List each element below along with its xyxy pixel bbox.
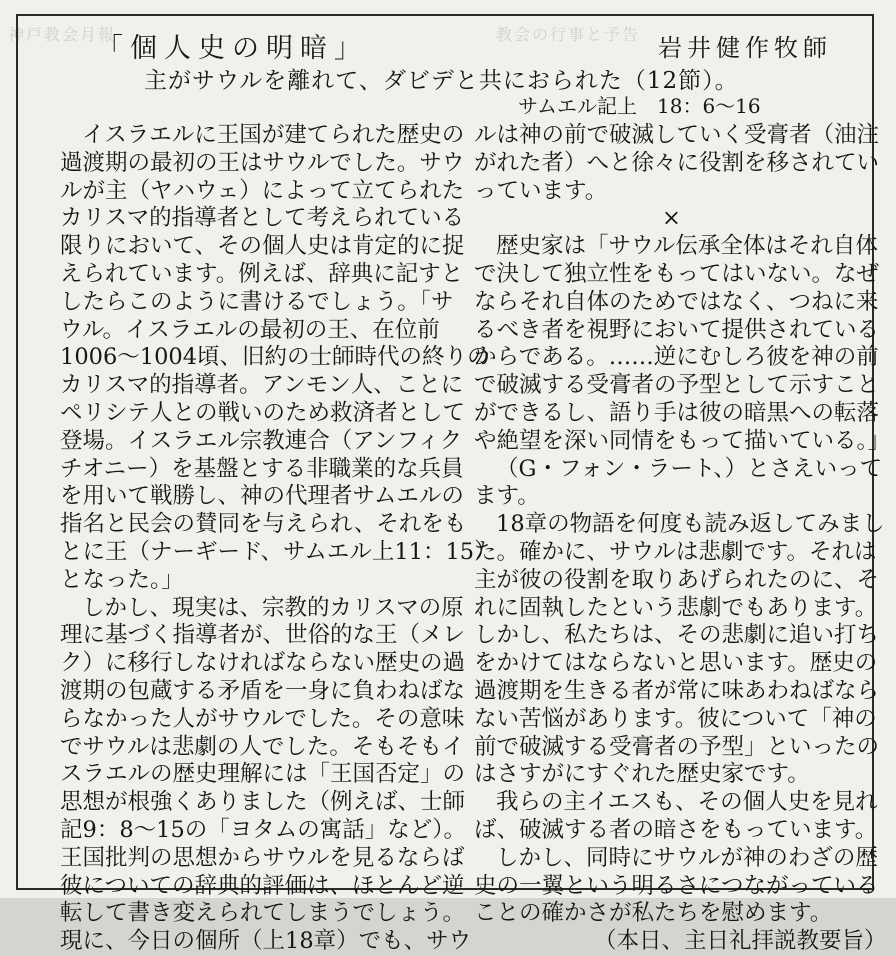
text-line: カリスマ的指導者。アンモン人、ことに bbox=[60, 372, 464, 399]
article-title: 「個人史の明暗」 bbox=[96, 33, 368, 64]
text-line: で破滅する受膏者の予型として示すこと bbox=[474, 372, 880, 399]
text-line: 1006〜1004頃、旧約の士師時代の終りの bbox=[60, 344, 490, 371]
text-line: ます。 bbox=[474, 483, 540, 510]
text-line: 過渡期の最初の王はサウルでした。サウ bbox=[60, 149, 465, 176]
left-column bbox=[60, 122, 497, 956]
text-line: 王国批判の思想からサウルを見るならば bbox=[60, 844, 465, 871]
bleed-through-text-right: 教会の行事と予告 bbox=[496, 25, 641, 44]
text-line: しかし、私たちは、その悲劇に追い打ち bbox=[474, 622, 880, 649]
text-line: ペリシテ人との戦いのため救済者として bbox=[60, 399, 466, 426]
text-line: らなかった人がサウルでした。その意味 bbox=[60, 705, 465, 732]
scripture-reference: サムエル記上 18：6〜16 bbox=[518, 94, 761, 118]
sermon-note: （本日、主日礼拝説教要旨） bbox=[594, 928, 887, 955]
text-line: ない苦悩があります。彼について「神の bbox=[474, 705, 877, 732]
text-line: 史の一翼という明るさにつながっている bbox=[474, 872, 879, 899]
text-line: れに固執したという悲劇でもあります。 bbox=[474, 594, 878, 621]
article-author: 岩井健作牧師 bbox=[658, 34, 832, 62]
text-line: 思想が根強くありました（例えば、士師 bbox=[60, 789, 466, 816]
text-line: ウル。イスラエルの最初の王、在位前 bbox=[60, 316, 440, 343]
text-line: 転して書き変えられてしまうでしょう。 bbox=[60, 900, 466, 927]
bleed-through-text-left: 神戸教会月報 bbox=[8, 25, 117, 44]
text-line: た。確かに、サウルは悲劇です。それは bbox=[474, 538, 877, 565]
text-line: 歴史家は「サウル伝承全体はそれ自体 bbox=[496, 233, 878, 260]
text-line: したらこのように書けるでしょう。「サ bbox=[60, 288, 454, 315]
scripture-verse: 主がサウルを離れて、ダビデと共におられた（12節）。 bbox=[144, 68, 739, 94]
text-line: ク）に移行しなければならない歴史の過 bbox=[60, 650, 466, 677]
text-line: 我らの主イエスも、その個人史を見れ bbox=[496, 789, 878, 816]
text-line: となった。」 bbox=[60, 566, 184, 593]
text-line: で決して独立性をもってはいない。なぜ bbox=[474, 260, 880, 287]
text-line: 前で破滅する受膏者の予型」といったの bbox=[474, 733, 880, 760]
text-line: 指名と民会の賛同を与えられ、それをも bbox=[60, 511, 467, 538]
text-line: や絶望を深い同情をもって描いている。」 bbox=[474, 427, 891, 454]
text-line: 過渡期を生きる者が常に味あわねばなら bbox=[474, 677, 880, 704]
text-line: はさすがにすぐれた歴史家です。 bbox=[474, 761, 810, 788]
text-line: カリスマ的指導者として考えられている bbox=[60, 205, 465, 232]
text-line: るべき者を視野において提供されている bbox=[474, 316, 880, 343]
text-line: からである。……逆にむしろ彼を神の前 bbox=[474, 344, 879, 371]
text-line: 現に、今日の個所（上18章）でも、サウ bbox=[60, 928, 472, 955]
text-line: 理に基づく指導者が、世俗的な王（メレ bbox=[60, 622, 466, 649]
text-line: イスラエルに王国が建てられた歴史の bbox=[82, 122, 465, 148]
text-line: チオニー）を基盤とする非職業的な兵員 bbox=[60, 455, 464, 482]
text-line: スラエルの歴史理解には「王国否定」の bbox=[60, 761, 466, 788]
text-line: しかし、同時にサウルが神のわざの歴 bbox=[496, 844, 878, 871]
text-line: 18章の物語を何度も読み返してみまし bbox=[496, 511, 885, 538]
text-line: 主が彼の役割を取りあげられたのに、そ bbox=[474, 566, 880, 593]
text-line: ことの確かさが私たちを慰めます。 bbox=[474, 900, 833, 927]
text-line: っています。 bbox=[474, 177, 608, 204]
text-line: をかけてはならないと思います。歴史の bbox=[474, 650, 878, 677]
text-line: を用いて戦勝し、神の代理者サムエルの bbox=[60, 483, 464, 510]
text-line: しかし、現実は、宗教的カリスマの原 bbox=[82, 594, 464, 621]
text-line: 限りにおいて、その個人史は肯定的に捉 bbox=[60, 233, 465, 260]
text-line: 記9：8〜15の「ヨタムの寓話」など）。 bbox=[60, 816, 467, 843]
text-line: 登場。イスラエル宗教連合（アンフィク bbox=[60, 427, 463, 454]
text-line: 渡期の包蔵する矛盾を一身に負わねばな bbox=[60, 677, 466, 704]
text-line: （G・フォン・ラート、）とさえいって bbox=[496, 455, 883, 482]
right-column bbox=[474, 122, 891, 956]
section-separator: × bbox=[662, 205, 681, 232]
text-line: ならそれ自体のためではなく、つねに来 bbox=[474, 288, 879, 315]
text-line: ルが主（ヤハウェ）によって立てられた bbox=[60, 177, 465, 204]
text-line: えられています。例えば、辞典に記すと bbox=[60, 260, 464, 287]
text-line: とに王（ナーギード、サムエル上11：15） bbox=[60, 538, 497, 565]
text-line: 彼についての辞典的評価は、ほとんど逆 bbox=[60, 872, 465, 899]
text-line: ば、破滅する者の暗さをもっています。 bbox=[474, 816, 878, 843]
text-line: ルは神の前で破滅していく受膏者（油注 bbox=[474, 122, 880, 148]
text-line: でサウルは悲劇の人でした。そもそもイ bbox=[60, 733, 465, 760]
text-line: ができるし、語り手は彼の暗黒への転落 bbox=[474, 399, 880, 426]
text-line: がれた者）へと徐々に役割を移されてい bbox=[474, 149, 880, 176]
